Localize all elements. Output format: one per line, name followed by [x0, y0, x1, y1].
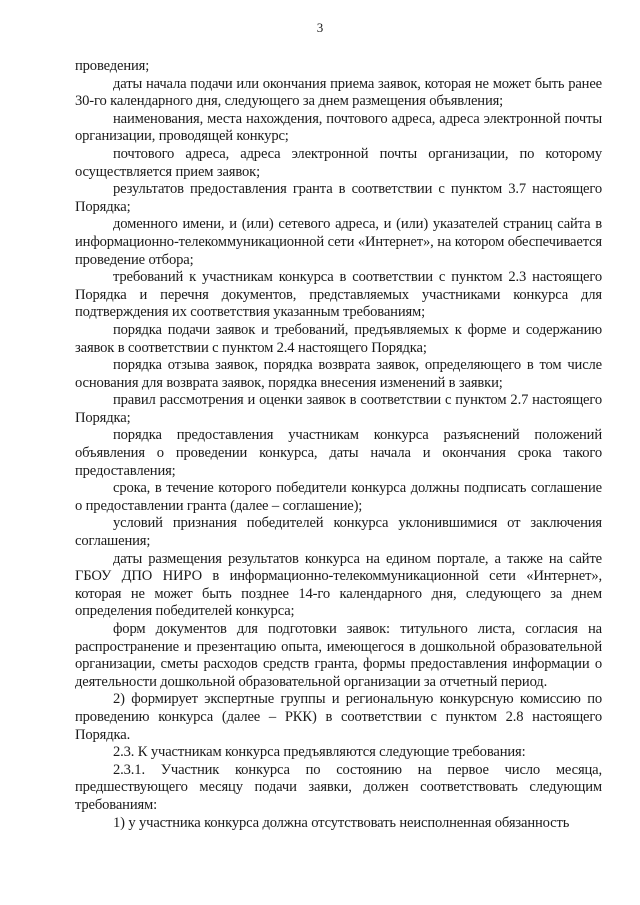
page-number: 3 — [316, 20, 324, 35]
paragraph: порядка предоставления участникам конкурса разъяснений положений объявления о проведении конкурса, даты начала и окончания срока такого предоставления; — [75, 427, 602, 479]
paragraph: форм документов для подготовки заявок: титульного листа, согласия на распространение и презентацию опыта, имеющегося в дошкольной образовательной организации, сметы расходов средств гранта, формы предоставления информации о деятельности дошкольной образовательной организации за отчетный период. — [75, 621, 602, 690]
document-body — [75, 58, 602, 832]
paragraph: доменного имени, и (или) сетевого адреса, и (или) указателей страниц сайта в информационно-телекоммуникационной сети «Интернет», на котором обеспечивается проведение отбора; — [75, 216, 602, 268]
paragraph: даты начала подачи или окончания приема заявок, которая не может быть ранее 30-го календарного дня, следующего за днем размещения объявления; — [75, 75, 602, 110]
paragraph: почтового адреса, адреса электронной почты организации, по которому осуществляется прием заявок; — [75, 145, 602, 180]
paragraph: 2) формирует экспертные группы и региональную конкурсную комиссию по проведению конкурса (далее – РКК) в соответствии с пунктом 2.8 настоящего Порядка. — [75, 691, 602, 743]
paragraph: условий признания победителей конкурса уклонившимися от заключения соглашения; — [75, 515, 602, 550]
paragraph: 2.3.1. Участник конкурса по состоянию на первое число месяца, предшествующего месяцу подачи заявки, должен соответствовать следующим требованиям: — [75, 761, 602, 813]
paragraph: 2.3. К участникам конкурса предъявляются следующие требования: — [113, 744, 526, 761]
paragraph: порядка подачи заявок и требований, предъявляемых к форме и содержанию заявок в соответствии с пунктом 2.4 настоящего Порядка; — [75, 321, 602, 356]
paragraph: даты размещения результатов конкурса на едином портале, а также на сайте ГБОУ ДПО НИРО в информационно-телекоммуникационной сети «Интернет», которая не может быть позднее 14-го календарного дня, следующего за днем определения победителей конкурса; — [75, 550, 602, 620]
paragraph: результатов предоставления гранта в соответствии с пунктом 3.7 настоящего Порядка; — [75, 181, 602, 215]
paragraph: проведения; — [75, 58, 150, 74]
paragraph: 1) у участника конкурса должна отсутствовать неисполненная обязанность — [113, 814, 570, 831]
paragraph: срока, в течение которого победители конкурса должны подписать соглашение о предоставлении гранта (далее – соглашение); — [75, 480, 602, 514]
paragraph: наименования, места нахождения, почтового адреса, адреса электронной почты организации, проводящей конкурс; — [75, 110, 602, 145]
paragraph: правил рассмотрения и оценки заявок в соответствии с пунктом 2.7 настоящего Порядка; — [75, 392, 602, 426]
paragraph: требований к участникам конкурса в соответствии с пунктом 2.3 настоящего Порядка и перечня документов, представляемых участниками конкурса для подтверждения их соответствия указанным требованиям; — [75, 269, 602, 321]
paragraph: порядка отзыва заявок, порядка возврата заявок, определяющего в том числе основания для возврата заявок, порядка внесения изменений в заявки; — [75, 357, 602, 391]
